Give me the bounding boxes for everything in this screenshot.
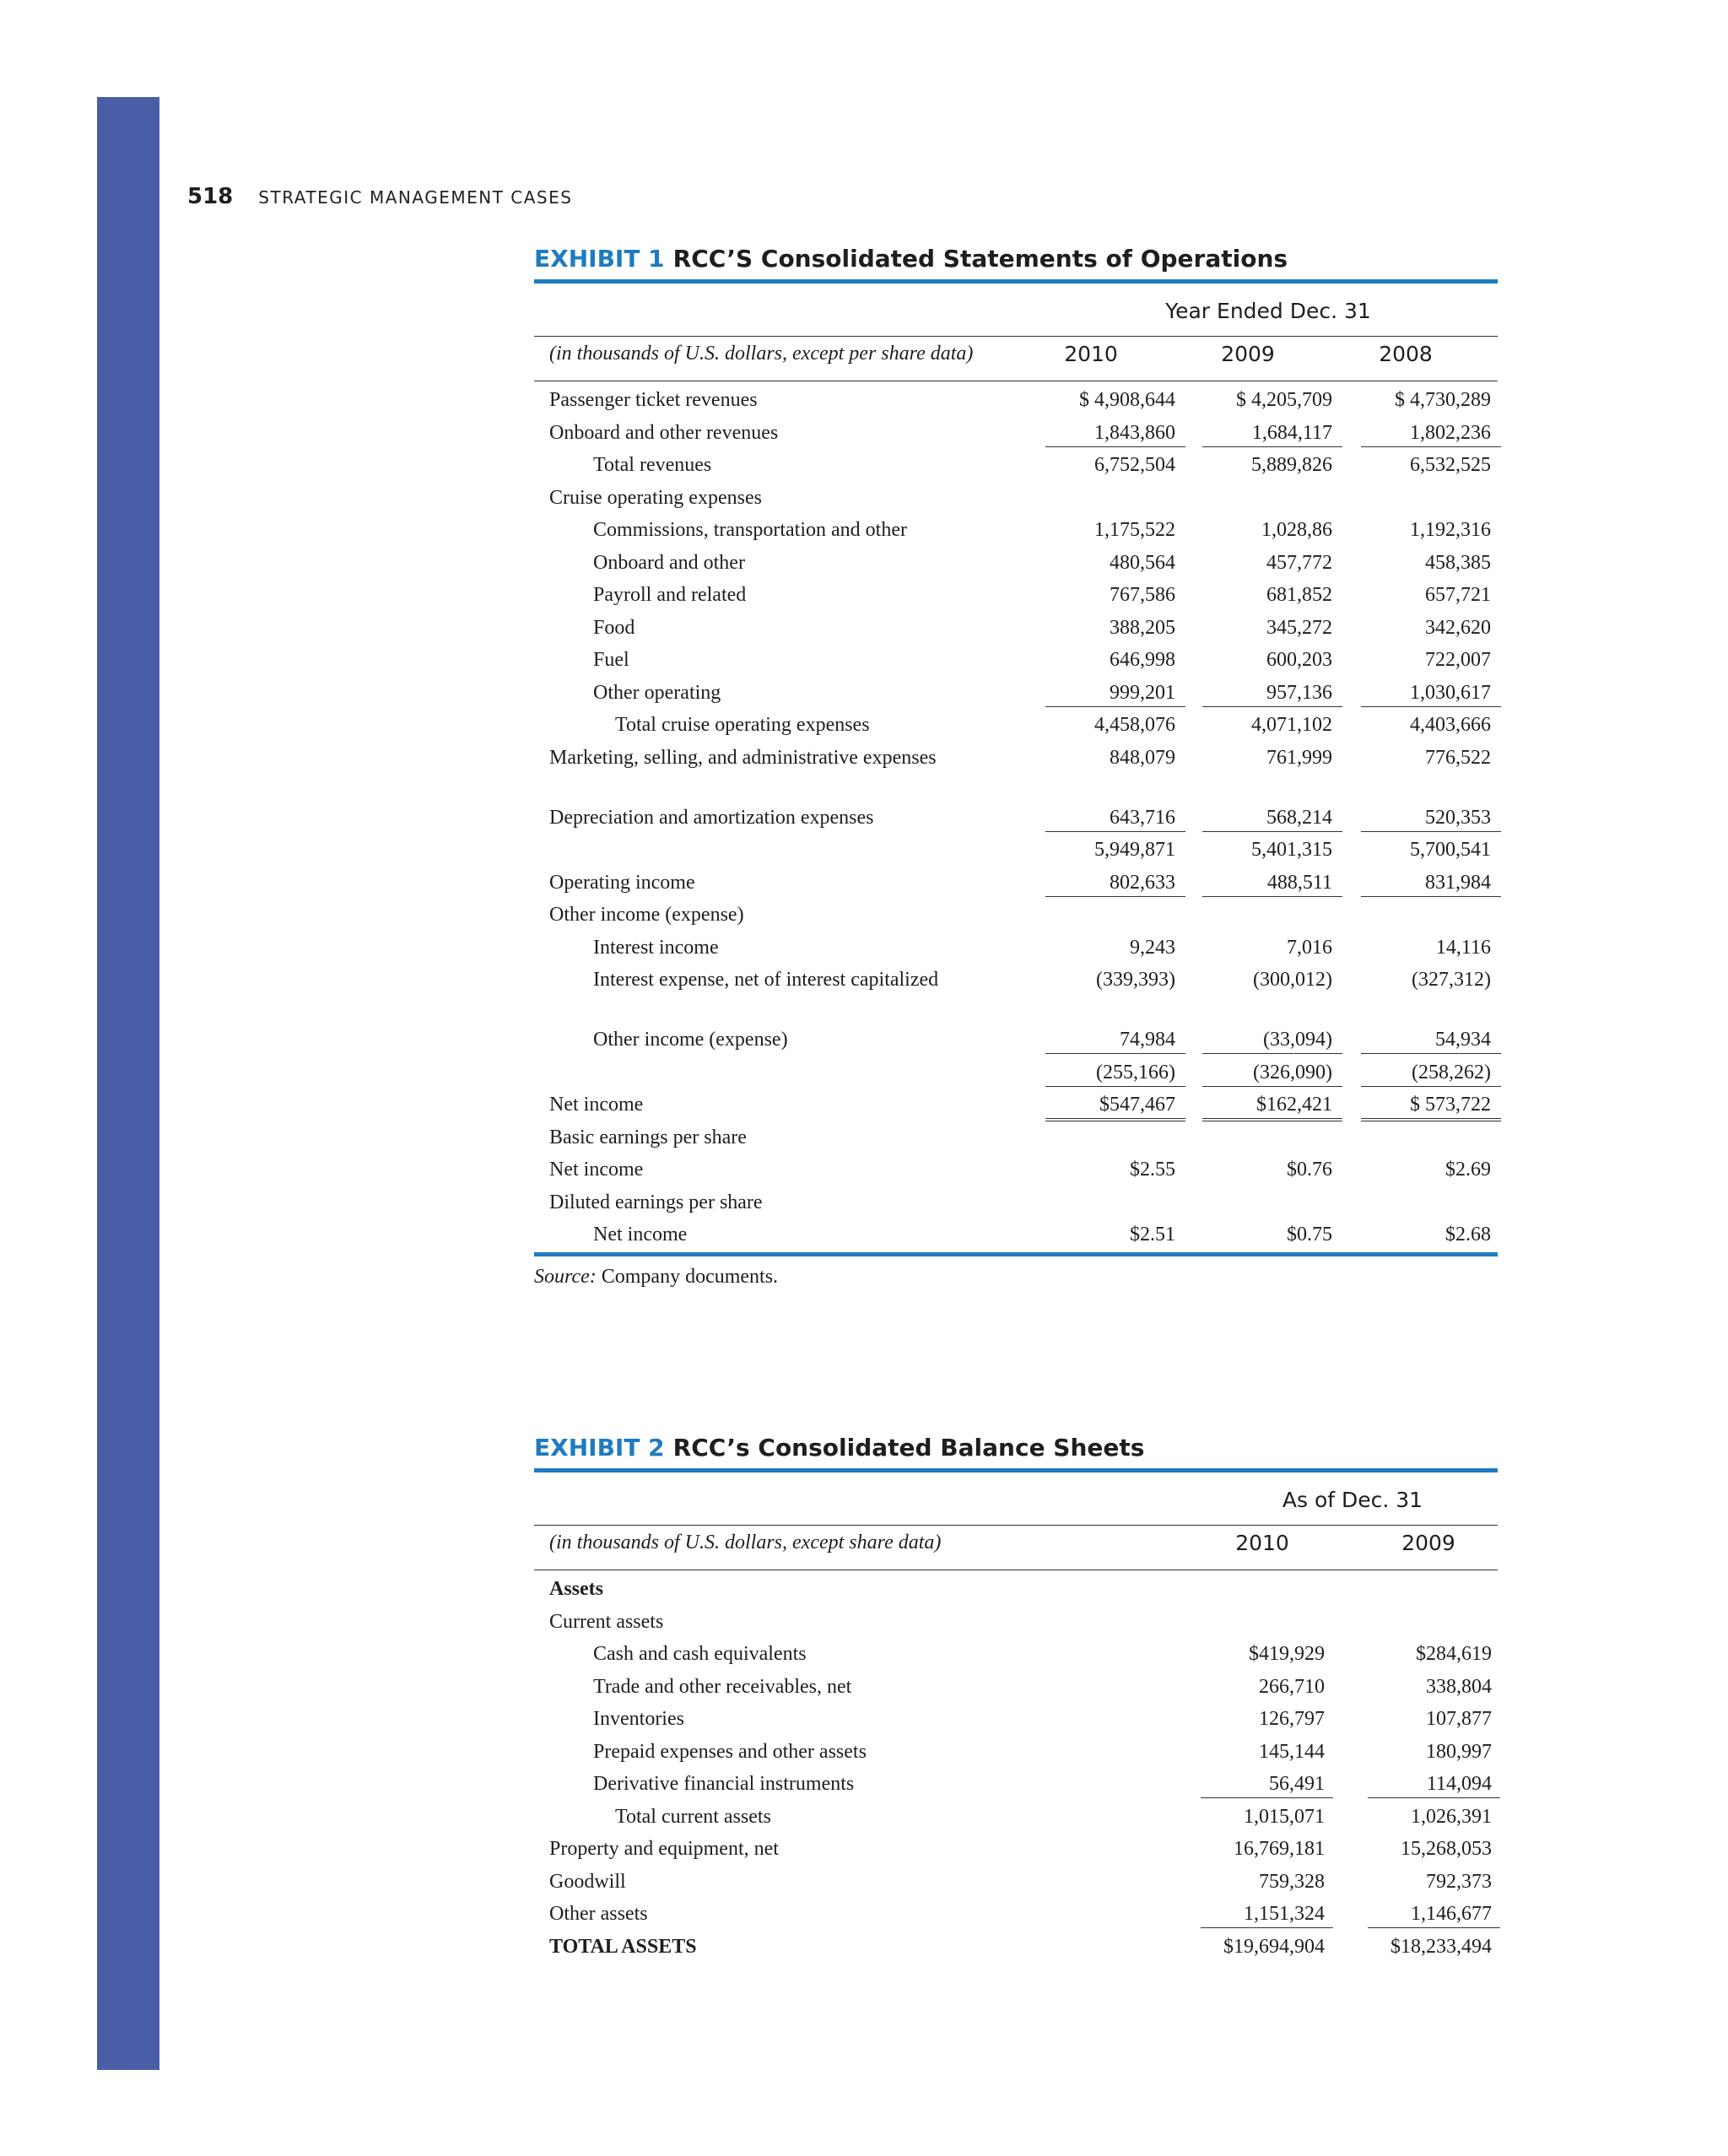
row-value: 4,458,076 <box>1094 714 1175 736</box>
row-value: 643,716 <box>1045 804 1185 832</box>
row-value: 1,684,117 <box>1202 419 1342 447</box>
row-value: 1,802,236 <box>1361 419 1501 447</box>
row-value: 1,175,522 <box>1094 519 1175 541</box>
row-value: $0.75 <box>1287 1224 1332 1246</box>
row-value: 9,243 <box>1130 936 1175 959</box>
row-value: $2.68 <box>1445 1224 1491 1246</box>
row-value: 1,015,071 <box>1244 1805 1325 1828</box>
row-value: $2.69 <box>1445 1159 1491 1181</box>
row-value: 520,353 <box>1361 804 1501 832</box>
exhibit-1-group-rule <box>534 336 1498 337</box>
exhibit-2-title <box>534 1432 1498 1464</box>
row-value: 338,804 <box>1426 1675 1492 1698</box>
page-number: 518 <box>187 184 234 209</box>
row-label: Current assets <box>549 1610 664 1633</box>
row-value: 5,949,871 <box>1094 839 1175 861</box>
exhibit-1-label: EXHIBIT 1 <box>534 245 665 273</box>
row-value: 74,984 <box>1045 1026 1185 1054</box>
row-label: Basic earnings per share <box>549 1126 747 1148</box>
row-value: 722,007 <box>1425 649 1491 671</box>
row-value: $ 573,722 <box>1361 1091 1501 1121</box>
exhibit-2-name: RCC’s Consolidated Balance Sheets <box>672 1434 1145 1462</box>
row-label: Derivative financial instruments <box>593 1773 855 1795</box>
row-label: Trade and other receivables, net <box>593 1675 852 1698</box>
row-value: $ 4,730,289 <box>1395 389 1491 411</box>
row-label: Property and equipment, net <box>549 1838 779 1860</box>
exhibit-1-top-rule <box>534 279 1498 284</box>
row-label: Net income <box>549 1094 644 1116</box>
exhibit-1-col-2009: 2009 <box>1221 342 1275 366</box>
row-value: 6,532,525 <box>1410 454 1491 476</box>
exhibit-1-source <box>534 1266 778 1289</box>
row-value: (326,090) <box>1202 1059 1342 1087</box>
row-value: 767,586 <box>1110 584 1175 606</box>
row-value: 457,772 <box>1266 551 1332 574</box>
row-value: 7,016 <box>1287 936 1332 959</box>
row-label: Inventories <box>593 1708 684 1730</box>
row-value: 646,998 <box>1110 649 1175 671</box>
exhibit-1-bottom-rule <box>534 1252 1498 1256</box>
exhibit-2-label: EXHIBIT 2 <box>534 1434 665 1462</box>
row-value: 342,620 <box>1425 616 1491 639</box>
row-label: Onboard and other <box>593 551 745 574</box>
row-value: 4,403,666 <box>1410 714 1491 736</box>
page-header <box>187 184 572 214</box>
row-label: Other income (expense) <box>549 904 744 926</box>
row-value: $18,233,494 <box>1390 1935 1492 1958</box>
row-value: (255,166) <box>1045 1059 1185 1087</box>
row-value: (33,094) <box>1202 1026 1342 1054</box>
row-value: 657,721 <box>1425 584 1491 606</box>
row-value: $ 4,908,644 <box>1079 389 1175 411</box>
row-value: 776,522 <box>1425 746 1491 769</box>
row-value: $284,619 <box>1416 1643 1492 1665</box>
exhibit-2-unit-note: (in thousands of U.S. dollars, except share data) <box>549 1532 942 1554</box>
row-value: 1,026,391 <box>1411 1805 1492 1828</box>
row-label: Interest expense, net of interest capitalized <box>593 969 939 991</box>
exhibit-2 <box>534 1432 1498 1972</box>
row-value: 600,203 <box>1266 649 1332 671</box>
row-value: 388,205 <box>1110 616 1175 639</box>
row-value: 957,136 <box>1202 679 1342 707</box>
row-label: Assets <box>549 1578 603 1600</box>
row-value: 831,984 <box>1361 869 1501 897</box>
row-value: 568,214 <box>1202 804 1342 832</box>
row-value: $19,694,904 <box>1223 1935 1325 1958</box>
row-value: 114,094 <box>1368 1770 1500 1798</box>
row-value: 1,030,617 <box>1361 679 1501 707</box>
row-value: 1,192,316 <box>1410 519 1491 541</box>
row-value: 126,797 <box>1259 1708 1325 1730</box>
row-value: 180,997 <box>1426 1740 1492 1763</box>
row-value: 1,151,324 <box>1201 1900 1333 1928</box>
row-label: Commissions, transportation and other <box>593 519 907 541</box>
row-value: 145,144 <box>1259 1740 1325 1763</box>
row-value: 999,201 <box>1045 679 1185 707</box>
source-text: Company documents. <box>596 1266 779 1288</box>
row-value: 848,079 <box>1110 746 1175 769</box>
row-label: Food <box>593 616 635 639</box>
row-value: 266,710 <box>1259 1675 1325 1698</box>
row-value: 759,328 <box>1259 1870 1325 1893</box>
row-value: (339,393) <box>1096 969 1175 991</box>
row-label: Depreciation and amortization expenses <box>549 806 874 829</box>
row-value: 16,769,181 <box>1234 1838 1325 1860</box>
row-value: 1,028,86 <box>1261 519 1332 541</box>
row-value: (327,312) <box>1412 969 1491 991</box>
row-value: $ 4,205,709 <box>1236 389 1332 411</box>
row-label: Cash and cash equivalents <box>593 1643 807 1665</box>
row-value: (300,012) <box>1253 969 1332 991</box>
row-label: Cruise operating expenses <box>549 486 762 509</box>
row-value: (258,262) <box>1361 1059 1501 1087</box>
row-value: $547,467 <box>1045 1091 1185 1121</box>
exhibit-1-col-2010: 2010 <box>1064 342 1118 366</box>
row-label: Goodwill <box>549 1870 626 1893</box>
row-value: 1,146,677 <box>1368 1900 1500 1928</box>
row-label: TOTAL ASSETS <box>549 1935 697 1958</box>
row-value: $2.55 <box>1130 1159 1175 1181</box>
exhibit-1-unit-note: (in thousands of U.S. dollars, except per share data) <box>549 343 974 365</box>
row-label: Total current assets <box>615 1805 771 1828</box>
row-value: $0.76 <box>1287 1159 1332 1181</box>
exhibit-2-group-rule <box>534 1525 1498 1526</box>
row-value: 761,999 <box>1266 746 1332 769</box>
row-label: Diluted earnings per share <box>549 1191 763 1213</box>
row-value: 56,491 <box>1201 1770 1333 1798</box>
row-value: 458,385 <box>1425 551 1491 574</box>
side-color-bar <box>97 97 159 2070</box>
row-value: 15,268,053 <box>1401 1838 1492 1860</box>
row-label: Net income <box>549 1159 644 1181</box>
exhibit-1-name: RCC’S Consolidated Statements of Operations <box>672 245 1288 273</box>
source-label: Source: <box>534 1266 597 1288</box>
row-value: $2.51 <box>1130 1224 1175 1246</box>
row-label: Prepaid expenses and other assets <box>593 1740 867 1763</box>
row-value: 488,511 <box>1202 869 1342 897</box>
exhibit-1-title <box>534 243 1498 275</box>
row-value: 6,752,504 <box>1094 454 1175 476</box>
row-label: Passenger ticket revenues <box>549 389 758 411</box>
row-label: Net income <box>593 1224 688 1246</box>
exhibit-2-col-2009: 2009 <box>1401 1531 1455 1555</box>
row-value: 1,843,860 <box>1045 419 1185 447</box>
row-label: Other income (expense) <box>593 1029 788 1051</box>
running-head: STRATEGIC MANAGEMENT CASES <box>258 187 573 208</box>
row-label: Total cruise operating expenses <box>615 714 870 736</box>
exhibit-1 <box>534 243 1498 1256</box>
row-value: 681,852 <box>1266 584 1332 606</box>
row-label: Total revenues <box>593 454 712 476</box>
row-value: $162,421 <box>1202 1091 1342 1121</box>
row-value: 480,564 <box>1110 551 1175 574</box>
exhibit-1-col-2008: 2008 <box>1379 342 1433 366</box>
exhibit-1-group-header: Year Ended Dec. 31 <box>1165 299 1371 323</box>
row-value: 5,889,826 <box>1251 454 1332 476</box>
row-value: 14,116 <box>1435 936 1491 959</box>
row-value: $419,929 <box>1249 1643 1325 1665</box>
row-value: 792,373 <box>1426 1870 1492 1893</box>
row-label: Fuel <box>593 649 629 671</box>
row-label: Operating income <box>549 871 695 894</box>
row-label: Marketing, selling, and administrative expenses <box>549 746 937 769</box>
row-value: 54,934 <box>1361 1026 1501 1054</box>
row-value: 4,071,102 <box>1251 714 1332 736</box>
row-value: 345,272 <box>1266 616 1332 639</box>
row-label: Other assets <box>549 1903 648 1925</box>
row-label: Payroll and related <box>593 584 747 606</box>
exhibit-2-top-rule <box>534 1468 1498 1472</box>
row-value: 107,877 <box>1426 1708 1492 1730</box>
exhibit-2-group-header: As of Dec. 31 <box>1282 1488 1423 1512</box>
row-label: Other operating <box>593 681 721 704</box>
row-label: Onboard and other revenues <box>549 421 779 444</box>
row-value: 802,633 <box>1045 869 1185 897</box>
row-label: Interest income <box>593 936 719 959</box>
row-value: 5,401,315 <box>1251 839 1332 861</box>
row-value: 5,700,541 <box>1410 839 1491 861</box>
exhibit-2-col-2010: 2010 <box>1235 1531 1289 1555</box>
